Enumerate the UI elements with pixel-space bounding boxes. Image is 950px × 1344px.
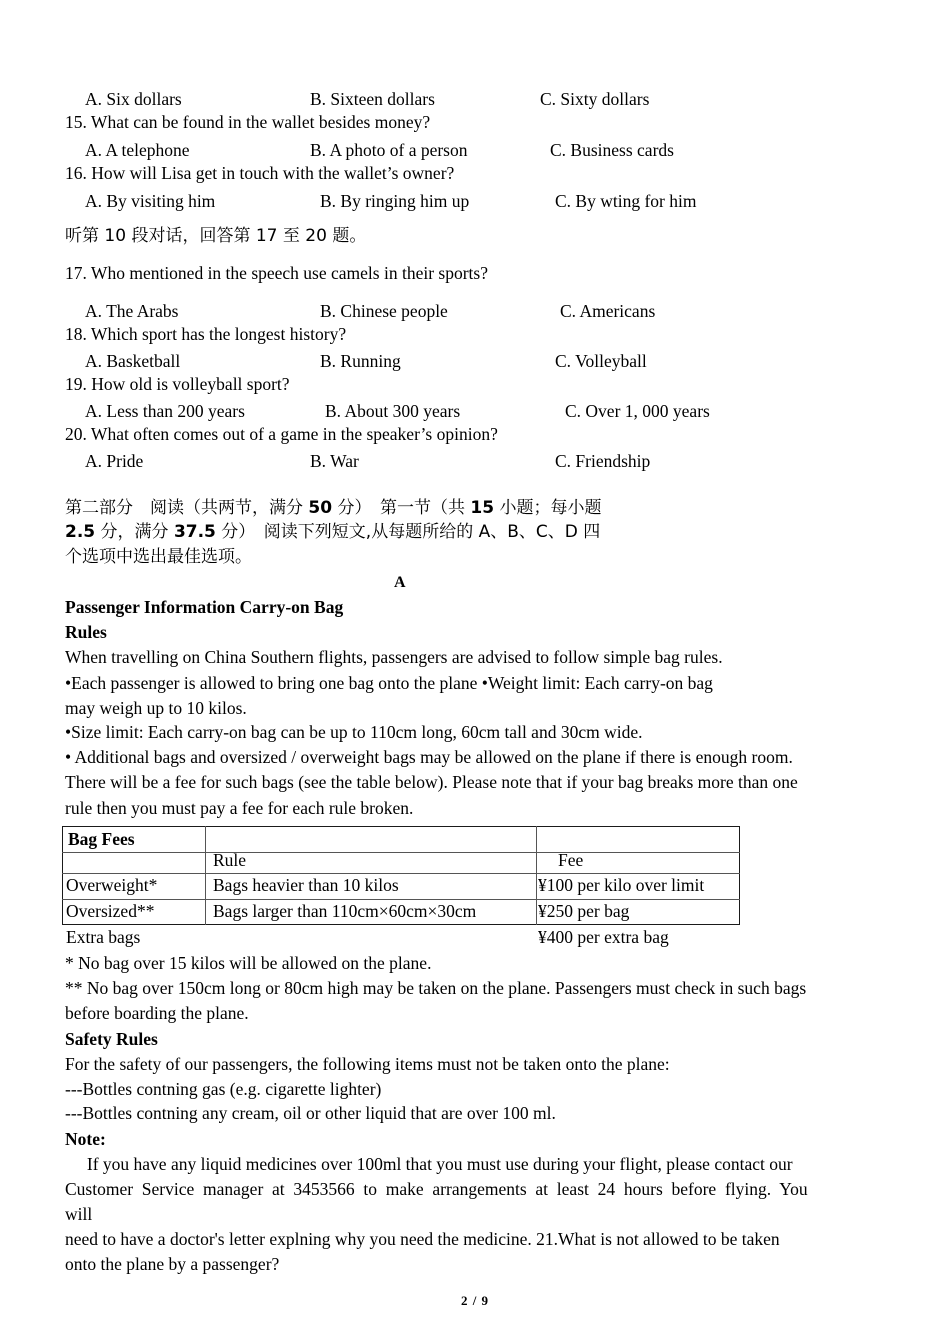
option-c: C. Business cards [550,140,674,160]
table-header-rule: Rule [213,850,247,870]
part-two-text-3: 小题；每小题 [494,498,602,518]
part-two-total-37p5: 37.5 [173,522,216,542]
note-line-5: onto the plane by a passenger? [65,1254,280,1274]
option-a: A. A telephone [85,140,190,160]
option-b: B. War [310,451,359,471]
part-two-text-1: 第二部分 阅读（共两节，满分 [65,498,309,518]
option-a: A. By visiting him [85,191,216,211]
table-cell-r3c1: Extra bags [66,927,141,947]
option-c: C. By wting for him [555,191,697,211]
safety-item-2: ---Bottles contning any cream, oil or other liquid that are over 100 ml. [65,1103,556,1123]
option-b: B. Sixteen dollars [310,89,435,109]
safety-rules-intro: For the safety of our passengers, the following items must not be taken onto the plane: [65,1054,670,1074]
question-17-stem: 17. Who mentioned in the speech use camels in their sports? [65,263,488,283]
part-two-text-4: 分，满分 [95,522,174,542]
part-two-score-50: 50 [308,498,333,518]
bullet-line-4: • Additional bags and oversized / overweight bags may be allowed on the plane if there is enough room. [65,747,793,767]
option-c: C. Sixty dollars [540,89,650,109]
passage-title-line2: Rules [65,622,107,642]
table-caption: Bag Fees [68,829,135,849]
table-cell-r2c2: Bags larger than 110cm×60cm×30cm [213,901,477,921]
table-header-fee: Fee [558,850,584,870]
page-number: 2 / 9 [460,1293,490,1308]
question-15-stem: 15. What can be found in the wallet besides money? [65,112,431,132]
safety-rules-heading: Safety Rules [65,1029,158,1049]
option-b: B. About 300 years [325,401,461,421]
note-line-2: Customer Service manager at 3453566 to make arrangements at least 24 hours before flying. You [65,1179,808,1199]
table-cell-r1c1: Overweight* [66,875,158,895]
bullet-line-3: •Size limit: Each carry-on bag can be up to 110cm long, 60cm tall and 30cm wide. [65,722,643,742]
table-col-divider-2 [536,826,537,925]
part-two-directive-line3: 个选项中选出最佳选项。 [65,547,252,567]
question-19-stem: 19. How old is volleyball sport? [65,374,290,394]
bullet-line-5: There will be a fee for such bags (see the table below). Please note that if your bag breaks more than one [65,772,798,792]
footnote-double-star-line1: ** No bag over 150cm long or 80cm high may be taken on the plane. Passengers must check in such bags [65,978,807,998]
option-b: B. A photo of a person [310,140,468,160]
table-row-divider-3 [62,899,740,900]
part-two-text-5: 分） 阅读下列短文,从每题所给的 A、B、C、D 四 [215,522,601,542]
table-row-divider-1 [62,852,740,853]
option-c: C. Over 1, 000 years [565,401,710,421]
table-cell-r2c3: ¥250 per bag [538,901,630,921]
option-b: B. Chinese people [320,301,448,321]
note-heading: Note: [65,1129,106,1149]
question-18-stem: 18. Which sport has the longest history? [65,324,347,344]
note-line-3: will [65,1204,93,1224]
table-col-divider-1 [205,826,206,925]
note-line-1: If you have any liquid medicines over 100ml that you must use during your flight, please contact our [65,1154,793,1174]
table-cell-r1c2: Bags heavier than 10 kilos [213,875,399,895]
table-cell-r2c1: Oversized** [66,901,155,921]
bullet-line-2: may weigh up to 10 kilos. [65,698,247,718]
section-letter-a: A [394,574,406,591]
option-a: A. Less than 200 years [85,401,245,421]
option-c: C. Friendship [555,451,651,471]
option-b: B. Running [320,351,401,371]
option-c: C. Volleyball [555,351,647,371]
option-a: A. Pride [85,451,144,471]
passage-intro: When travelling on China Southern flights, passengers are advised to follow simple bag rules. [65,647,723,667]
option-a: A. Six dollars [85,89,182,109]
option-b: B. By ringing him up [320,191,470,211]
option-a: A. The Arabs [85,301,179,321]
bullet-line-1: •Each passenger is allowed to bring one bag onto the plane •Weight limit: Each carry-on bag [65,673,713,693]
bullet-line-6: rule then you must pay a fee for each rule broken. [65,798,414,818]
question-16-stem: 16. How will Lisa get in touch with the wallet’s owner? [65,163,455,183]
table-cell-r3c3: ¥400 per extra bag [538,927,669,947]
footnote-single-star: * No bag over 15 kilos will be allowed on the plane. [65,953,432,973]
passage-title-line1: Passenger Information Carry-on Bag [65,597,344,617]
footnote-double-star-line2: before boarding the plane. [65,1003,249,1023]
listening-directive: 听第 10 段对话，回答第 17 至 20 题。 [65,226,367,246]
option-c: C. Americans [560,301,656,321]
question-20-stem: 20. What often comes out of a game in the speaker’s opinion? [65,424,498,444]
note-line-4: need to have a doctor's letter explning why you need the medicine. 21.What is not allowed to be taken [65,1229,780,1249]
safety-item-1: ---Bottles contning gas (e.g. cigarette lighter) [65,1079,382,1099]
part-two-count-15: 15 [470,498,495,518]
table-cell-r1c3: ¥100 per kilo over limit [538,875,705,895]
option-a: A. Basketball [85,351,181,371]
part-two-text-2: 分） 第一节（共 [332,498,471,518]
part-two-per-item-2p5: 2.5 [65,522,96,542]
table-row-divider-2 [62,873,740,874]
